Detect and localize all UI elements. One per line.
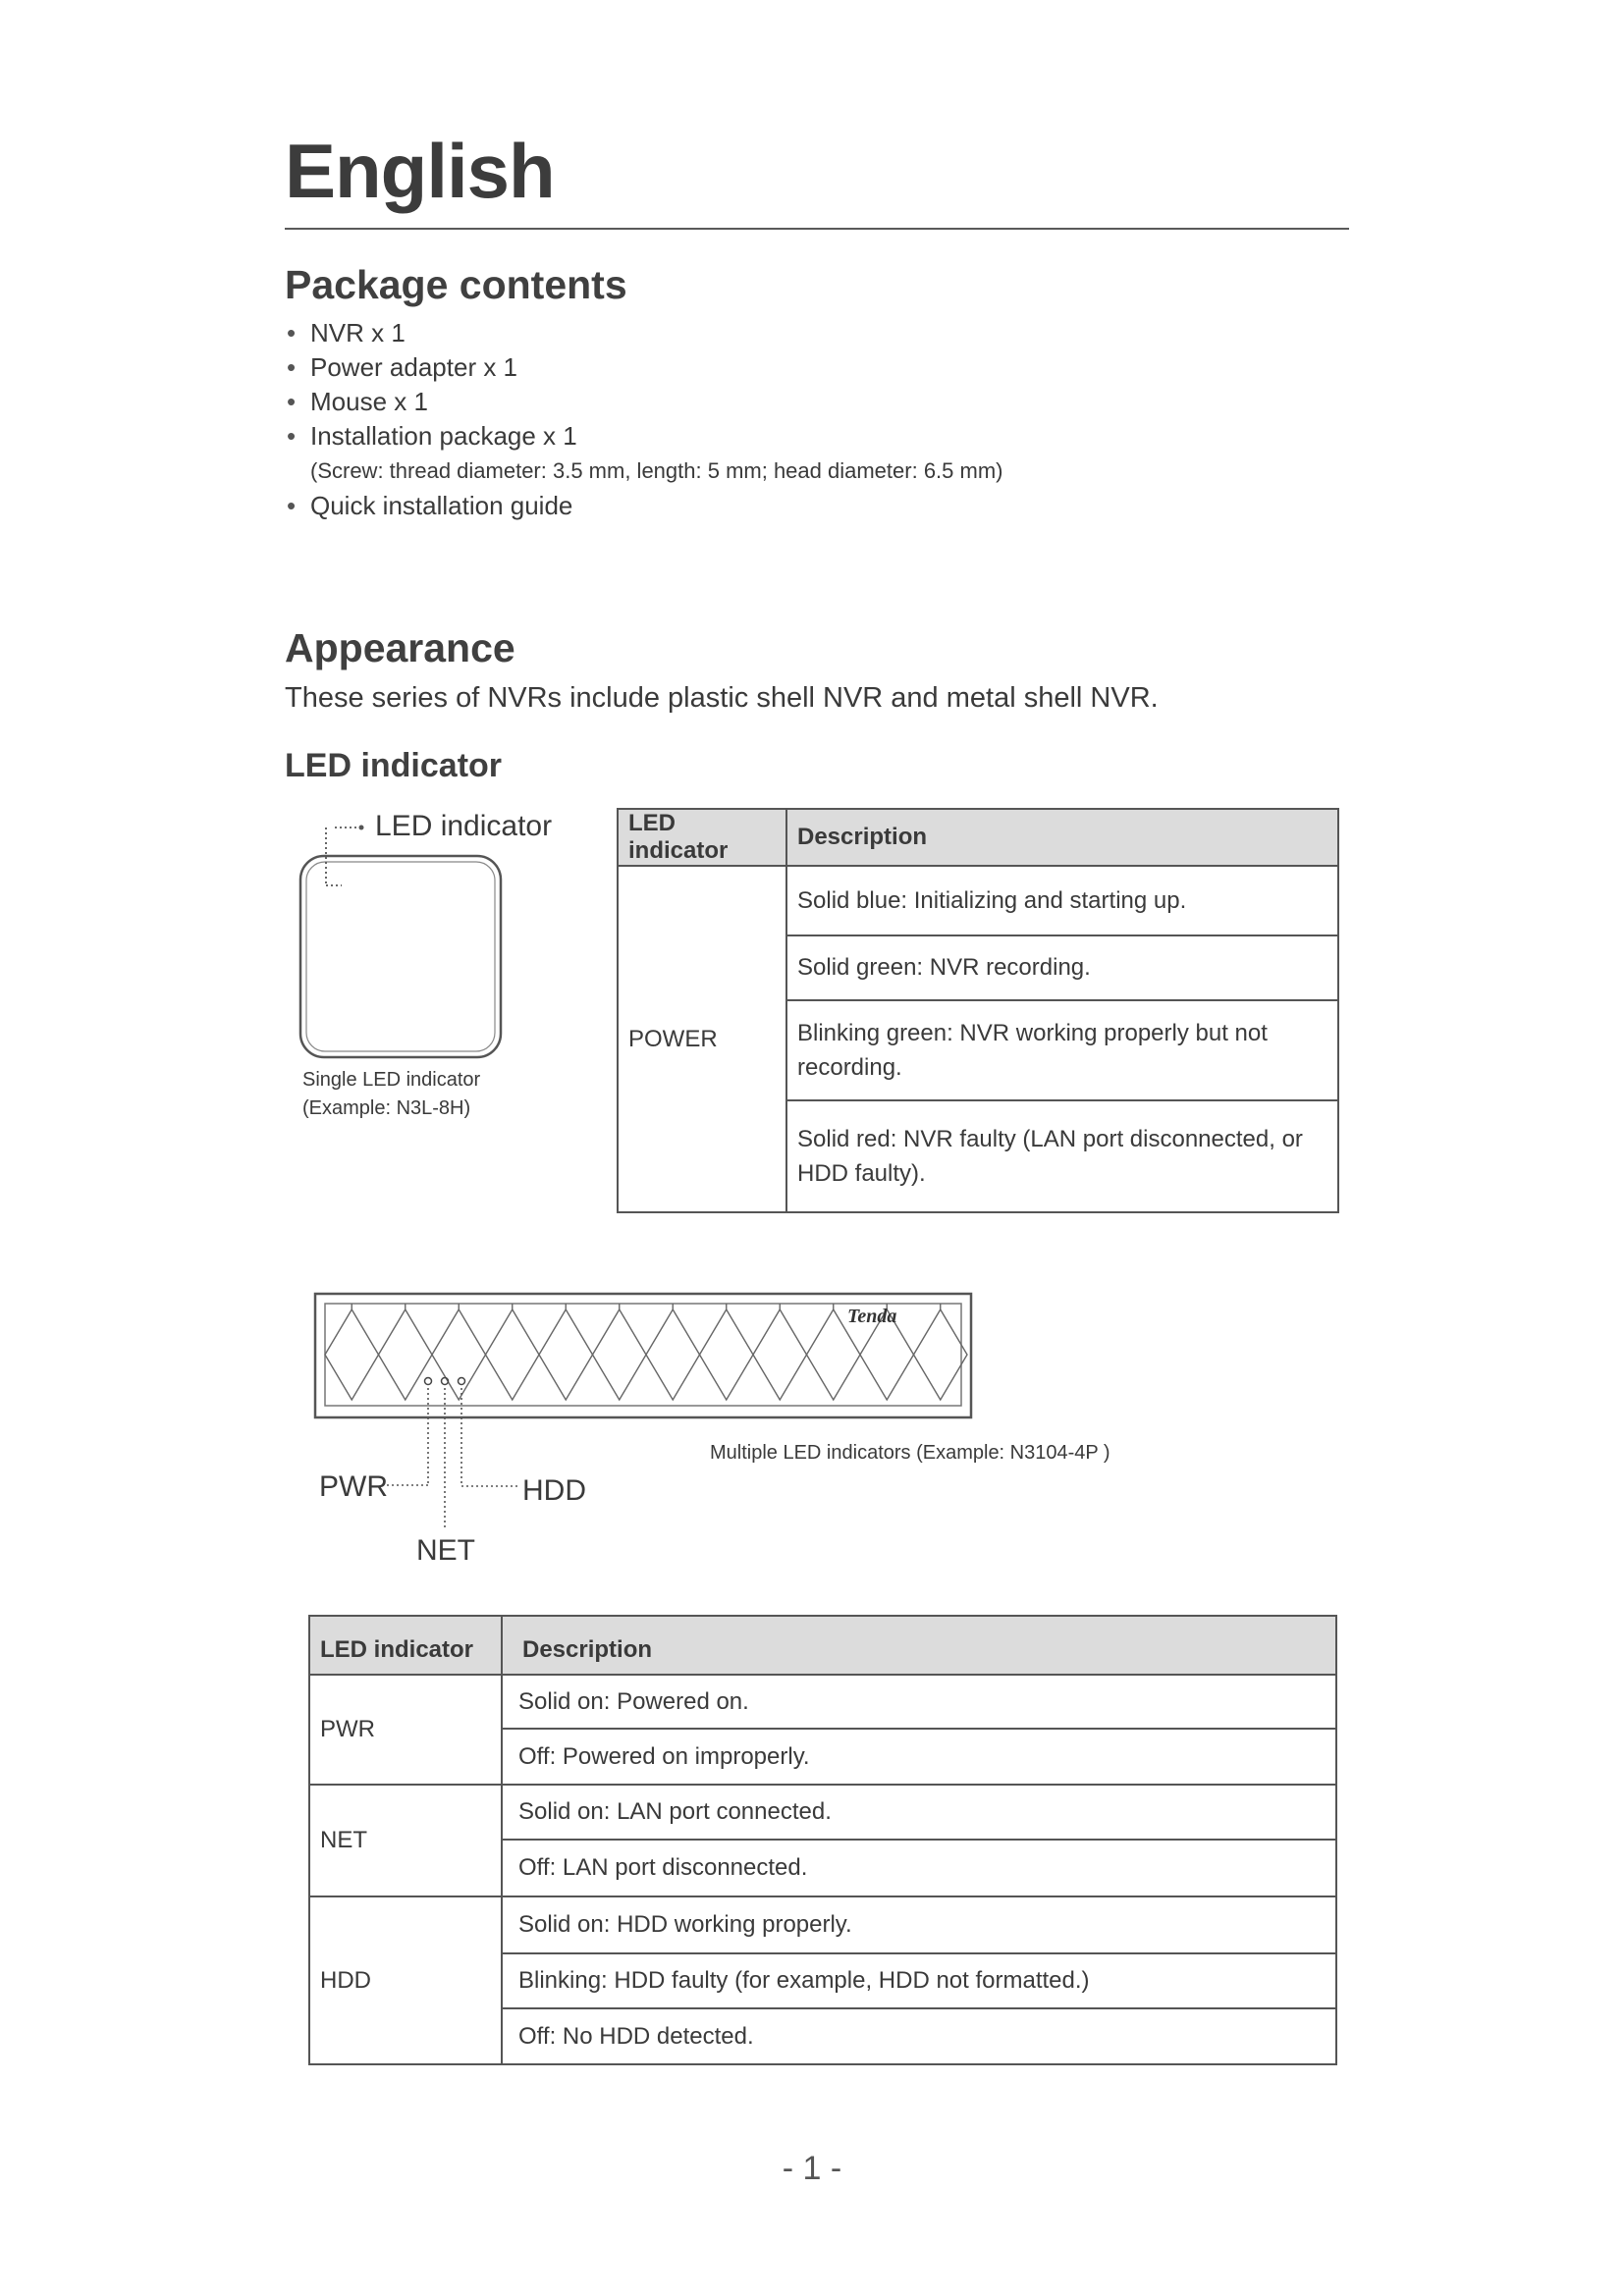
table-cell: Solid red: NVR faulty (LAN port disconnected, or HDD faulty).	[786, 1100, 1338, 1212]
single-led-nvr-illustration	[285, 805, 560, 1080]
table-cell: Blinking: HDD faulty (for example, HDD not formatted.)	[502, 1953, 1336, 2008]
table-cell-indicator: POWER	[618, 866, 786, 1212]
multi-led-nvr-illustration	[312, 1292, 976, 1547]
hex-pattern-shape	[700, 1309, 754, 1400]
hex-pattern-shape	[646, 1309, 700, 1400]
hdd-led-icon	[459, 1378, 465, 1385]
power-led-table	[617, 808, 1339, 1213]
hex-pattern-shape	[914, 1309, 968, 1400]
table-header: LED indicator	[618, 809, 786, 866]
list-item: • Power adapter x 1	[287, 350, 1170, 385]
hex-pattern-shape	[753, 1309, 807, 1400]
package-contents-list	[287, 316, 1170, 523]
table-cell: Solid blue: Initializing and starting up.	[786, 866, 1338, 935]
pwr-led-icon	[425, 1378, 432, 1385]
multi-led-table	[308, 1615, 1337, 2065]
appearance-intro: These series of NVRs include plastic shell NVR and metal shell NVR.	[285, 682, 1159, 714]
table-cell: Off: LAN port disconnected.	[502, 1840, 1336, 1896]
table-cell-indicator: NET	[309, 1785, 502, 1896]
page-number: - 1 -	[782, 2150, 842, 2187]
list-item: • Quick installation guide	[287, 489, 1170, 523]
table-cell: Solid green: NVR recording.	[786, 935, 1338, 1000]
title-divider	[285, 228, 1349, 230]
package-contents-heading: Package contents	[285, 262, 627, 307]
list-item: • NVR x 1	[287, 316, 1170, 350]
table-cell: Blinking green: NVR working properly but not recording.	[786, 1000, 1338, 1100]
appearance-heading: Appearance	[285, 625, 515, 670]
table-header: Description	[502, 1616, 1336, 1675]
led-indicator-heading: LED indicator	[285, 747, 503, 784]
hex-pattern-shape	[379, 1309, 433, 1400]
page-title: English	[285, 128, 555, 214]
hex-pattern-shape	[325, 1309, 379, 1400]
table-cell: Off: No HDD detected.	[502, 2008, 1336, 2064]
list-item: • Installation package x 1 (Screw: thread diameter: 3.5 mm, length: 5 mm; head diameter: 6.5 mm)	[287, 419, 1170, 489]
hex-pattern-shape	[539, 1309, 593, 1400]
table-cell-indicator: PWR	[309, 1675, 502, 1785]
screw-note: (Screw: thread diameter: 3.5 mm, length: 5 mm; head diameter: 6.5 mm)	[310, 458, 1003, 483]
net-label: NET	[416, 1534, 475, 1567]
table-cell-indicator: HDD	[309, 1896, 502, 2064]
table-cell: Solid on: HDD working properly.	[502, 1896, 1336, 1953]
hex-pattern-shape	[593, 1309, 647, 1400]
multi-led-caption: Multiple LED indicators (Example: N3104-4P )	[710, 1442, 1110, 1464]
table-header: LED indicator	[309, 1616, 502, 1675]
hex-pattern-shape	[486, 1309, 540, 1400]
table-cell: Solid on: Powered on.	[502, 1675, 1336, 1729]
table-cell: Solid on: LAN port connected.	[502, 1785, 1336, 1840]
led-indicator-callout: LED indicator	[375, 810, 553, 842]
brand-logo: Tenda	[847, 1306, 897, 1327]
hdd-label: HDD	[522, 1474, 586, 1507]
hex-pattern-shape	[432, 1309, 486, 1400]
table-cell: Off: Powered on improperly.	[502, 1729, 1336, 1785]
single-led-caption: Single LED indicator (Example: N3L-8H)	[302, 1069, 481, 1119]
table-header: Description	[786, 809, 1338, 866]
list-item: • Mouse x 1	[287, 385, 1170, 419]
pwr-label: PWR	[319, 1470, 388, 1503]
